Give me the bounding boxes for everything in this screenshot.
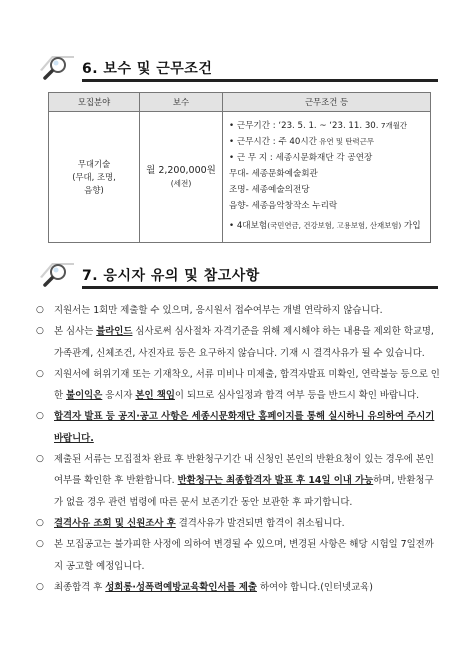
note-text: 응시자: [102, 390, 136, 402]
hours-label: 근무시간 : 주 40시간: [236, 137, 317, 147]
pay-conditions-table: [48, 92, 431, 243]
table-header: 모집분야: [49, 93, 140, 112]
condition-location: • 근 무 지 : 세종시문화재단 각 공연장: [229, 153, 373, 163]
field-cell: [49, 112, 140, 243]
bullet: ○: [36, 454, 44, 465]
note-text: 최종합격 후: [54, 581, 106, 593]
venue-item: [229, 166, 426, 182]
condition-period: • 근무기간 : ‘23. 5. 1. ~ ‘23. 11. 30. 7개월간: [229, 121, 407, 131]
note-emphasis: 본인 책임: [135, 390, 175, 402]
note-text: 이 되므로 심사일정과 합격 여부 등을 반드시 확인 바랍니다.: [174, 390, 420, 402]
section-7-rule: [82, 286, 438, 289]
notes-list: [36, 300, 440, 598]
section-7-header: [38, 257, 438, 291]
note-text: 제출된 서류는 모집절차 완료 후 반환청구기간 내 신청인 본인의 반환요청이 있는 경우에 본인 여부를 확인한 후 반환합니다.: [54, 454, 434, 487]
magnifier-icon: [38, 50, 78, 82]
note-emphasis: 반환청구는 최종합격자 발표 후 14일 이내 가능: [177, 475, 374, 487]
bullet: ○: [36, 305, 44, 315]
venue-item: [229, 198, 426, 214]
note-text: 하여야 합니다.(인터넷교육): [256, 581, 373, 593]
bullet: ○: [36, 539, 44, 550]
venue-value: - 세종예술의전당: [245, 185, 310, 195]
venue-key: 무대: [229, 169, 246, 179]
field-line: 음향): [84, 184, 104, 195]
condition-insurance: • 4대보험(국민연금, 건강보험, 고용보험, 산재보험) 가입: [229, 221, 421, 231]
section-6-header: [38, 50, 438, 84]
note-text: 심사로써 심사절차 자격기준을 위해 제시해야 하는 내용을 제외한 학교명, 가족관계, 신체조건, 사진자료 등은 요구하지 않습니다. 기재 시 결격사유가 될 수 있습니다.: [54, 326, 434, 359]
note-emphasis: 블라인드: [96, 326, 133, 338]
venue-value: - 세종문화예술회관: [245, 169, 318, 179]
field-line: (무대, 조명,: [72, 171, 116, 182]
note-text: 하며, 반환청구가 없을 경우 관련 법령에 따른 문서 보존기간 동안 보관한 후 파기합니다.: [54, 475, 434, 508]
list-item: [36, 577, 440, 598]
venue-key: 조명: [229, 185, 246, 195]
insurance-detail: (국민연금, 건강보험, 고용보험, 산재보험): [267, 221, 402, 230]
note-text: 결격사유가 발견되면 합격이 취소됩니다.: [175, 517, 345, 529]
section-6-title: 6. 보수 및 근무조건: [82, 61, 213, 77]
note-text: 지원서에 허위기재 또는 기재착오, 서류 미비나 미제출, 합격자발표 미확인, 연락불능 등으로 인한: [54, 368, 440, 402]
venue-value: - 세종음악창작소 누리락: [245, 201, 338, 211]
condition-hours: • 근무시간 : 주 40시간 유연 및 탄력근무: [229, 137, 374, 147]
location-label: 근 무 지 : 세종시문화재단 각 공연장: [236, 153, 373, 163]
magnifier-icon: [38, 257, 78, 289]
conditions-cell: [223, 112, 431, 243]
field-line: 무대기술: [77, 158, 111, 169]
table-header: 보수: [140, 93, 223, 112]
pay-note: (세전): [170, 179, 192, 188]
venue-item: [229, 182, 426, 198]
note-emphasis: 성희롱·성폭력예방교육확인서를 제출: [105, 581, 257, 593]
bullet: ○: [36, 581, 44, 592]
note-text: 본 심사는: [54, 326, 97, 338]
list-item: [36, 300, 440, 321]
note-text: 지원서는 1회만 제출할 수 있으며, 응시원서 접수여부는 개별 연락하지 않습니다.: [54, 305, 383, 316]
bullet: ○: [36, 326, 44, 337]
section-6-rule: [82, 79, 438, 82]
note-emphasis: 불이익은: [66, 390, 103, 402]
list-item: [36, 449, 440, 513]
note-emphasis: 결격사유 조회 및 신원조사 후: [54, 517, 176, 529]
table-row: [49, 112, 431, 243]
hours-tail: 유연 및 탄력근무: [316, 137, 374, 146]
insurance-tail: 가입: [401, 221, 421, 231]
list-item: [36, 364, 440, 407]
table-header-row: [49, 93, 431, 112]
pay-amount: 월 2,200,000원: [146, 165, 216, 176]
period-label: 근무기간 : ‘23. 5. 1. ~ ‘23. 11. 30.: [236, 121, 379, 131]
note-emphasis: 합격자 발표 등 공지·공고 사항은 세종시문화재단 홈페이지를 통해 실시하니 유의하여 주시기 바랍니다.: [54, 411, 435, 444]
period-tail: 7개월간: [378, 121, 407, 130]
venue-key: 음향: [229, 201, 246, 211]
bullet: ○: [36, 517, 44, 528]
bullet: ○: [36, 411, 44, 422]
list-item: [36, 406, 440, 449]
section-7-title: 7. 응시자 유의 및 참고사항: [82, 268, 260, 284]
insurance-head: 4대보험: [236, 221, 268, 231]
note-text: 본 모집공고는 불가피한 사정에 의하여 변경될 수 있으며, 변경된 사항은 해당 시험일 7일전까지 공고할 예정입니다.: [54, 539, 434, 572]
table-header: 근무조건 등: [223, 93, 431, 112]
list-item: [36, 321, 440, 364]
pay-cell: [140, 112, 223, 243]
list-item: [36, 513, 440, 534]
bullet: ○: [36, 368, 44, 379]
list-item: [36, 534, 440, 577]
